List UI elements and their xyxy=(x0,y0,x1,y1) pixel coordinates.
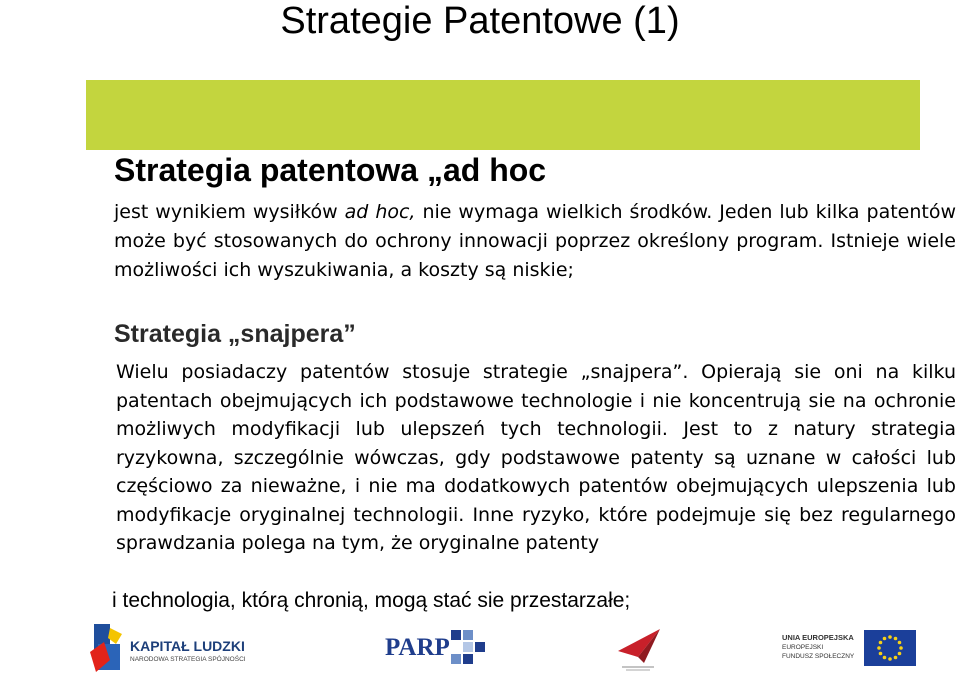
eu-name: UNIA EUROPEJSKA xyxy=(782,633,854,642)
section-text-ad-hoc: jest wynikiem wysiłków ad hoc, nie wymaga wielkich środków. Jeden lub kilka patentów może być stosowanych do ochrony innowacji poprzez określony program. Istnieje wiele możliwości ich wyszukiwania, a koszty są niskie; xyxy=(114,201,957,281)
section-text-snajpera: Wielu posiadaczy patentów stosuje strategie „snajpera”. Opierają sie oni na kilku patentach obejmujących ich podstawowe technologie i nie koncentrują sie na ochronie możliwych modyfikacji lub ulepszeń tych technologii. Jest to z natury strategia ryzykowna, szczególnie wówczas, gdy podstawowe patenty są uznane w całości lub częściowo za nieważne, i nie ma dodatkowych patentów obejmujących ulepszenia lub modyfikacje oryginalnej technologii. Inne ryzyko, które podejmuje się bez regularnego sprawdzania polega na tym, że oryginalne patenty xyxy=(116,361,956,554)
paper-plane-icon xyxy=(608,623,668,673)
italic-term: ad hoc, xyxy=(344,201,416,223)
eu-subtitle-2: FUNDUSZ SPOŁECZNY xyxy=(782,653,855,660)
kapital-ludzki-emblem-icon xyxy=(88,620,128,674)
eu-logo xyxy=(780,628,920,668)
kapital-ludzki-name: KAPITAŁ LUDZKI xyxy=(130,638,245,654)
footer-logos xyxy=(0,615,960,678)
eu-flag-icon xyxy=(864,630,916,666)
kapital-ludzki-logo xyxy=(88,618,263,676)
slide-title: Strategie Patentowe (1) xyxy=(280,0,680,42)
innovation-movement-logo xyxy=(608,623,668,673)
parp-grid-icon xyxy=(451,630,485,664)
kapital-ludzki-subtitle: NARODOWA STRATEGIA SPÓJNOŚCI xyxy=(130,656,246,663)
section-heading-ad-hoc: Strategia patentowa „ad hoc xyxy=(114,152,547,188)
section-heading-snajpera: Strategia „snajpera” xyxy=(114,320,356,348)
section-text-last-line: i technologia, którą chronią, mogą stać sie przestarzałe; xyxy=(112,589,631,612)
eu-subtitle-1: EUROPEJSKI xyxy=(782,644,824,651)
accent-band xyxy=(86,80,920,150)
parp-name: PARP xyxy=(385,634,450,661)
parp-logo xyxy=(385,628,485,670)
